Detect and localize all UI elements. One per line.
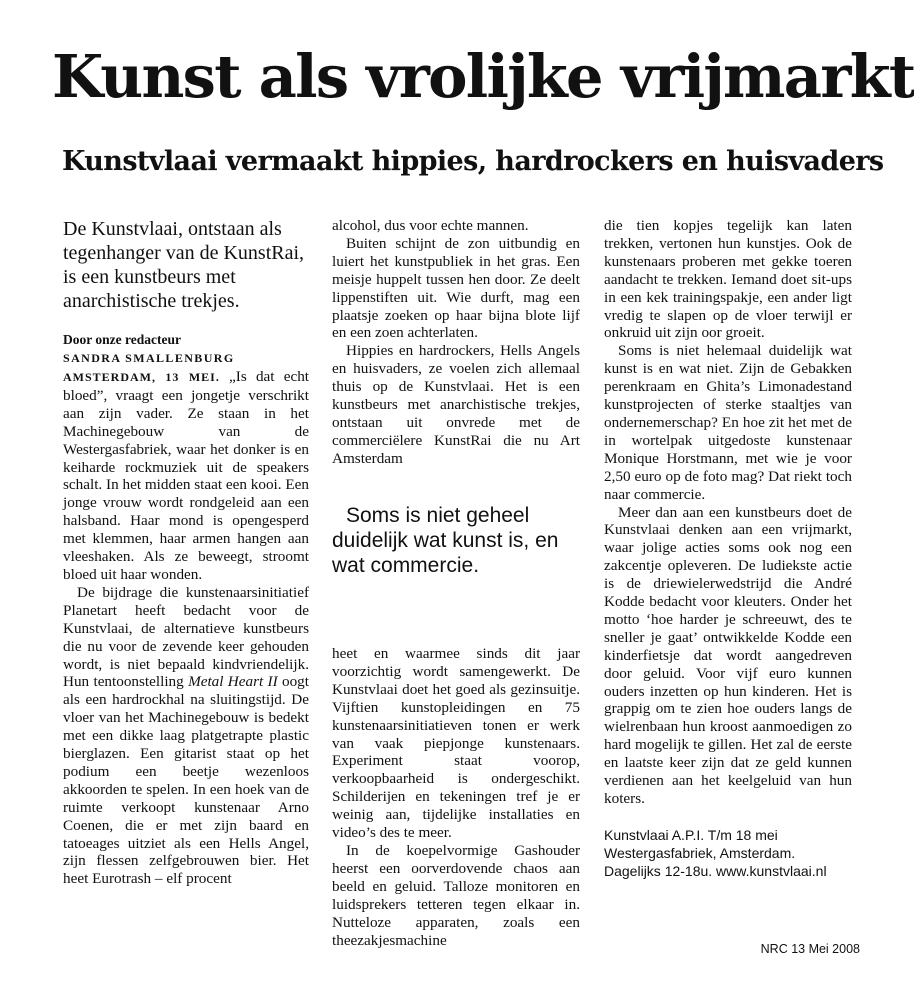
body-paragraph: In de koepelvormige Gashouder heerst een oorverdovende chaos aan beeld en geluid. Talloze monitoren en luidsprekers tetteren tegen elkaar in. Nutteloze apparaten, zoals een theezakjesmachine bbox=[332, 841, 580, 949]
paragraph-text: oogt als een hardrockhal na sluitingstijd. De vloer van het Machinegebouw is bedekt met een dikke laag platgetrapte plastic bierglazen. Een gitarist staat op het podium een beetje wezenloos akkoorden te spelen. In een hoek van de ruimte verkoopt kunstenaar Arno Coenen, die er met zijn baard en tatoeages uitziet als een Hells Angel, zijn flessen zelfgebrouwen bier. Het heet Eurotrash – elf procent bbox=[63, 673, 309, 888]
body-paragraph: heet en waarmee sinds dit jaar voorzichtig wordt samengewerkt. De Kunstvlaai doet het goed als gezinsuitje. Vijftien kunstopleidingen en 75 kunstenaarsinitiatieven tonen er werk van vaak piepjonge kunstenaars. Experiment staat voorop, verkoopbaarheid is ondergeschikt. Schilderijen en tekeningen tref je er weinig aan, tijdelijke installaties en video’s des te meer. bbox=[332, 645, 580, 842]
column-2-lower bbox=[332, 645, 580, 949]
paragraph-text: De bijdrage die kunstenaarsinitiatief Planetart heeft bedacht voor de Kunstvlaai, de alternatieve kunstbeurs die nu voor de zevende keer gehouden wordt, is niet bepaald kindvriendelijk. Hun tentoonstelling bbox=[63, 583, 309, 691]
paragraph-text: „Is dat echt bloed”, vraagt een jongetje verschrikt aan zijn vader. Ze staan in het Machinegebouw van de Westergasfabriek, waar het donker is en keiharde rockmuziek uit de speakers schalt. In het midden staat een kooi. Een jonge vrouw wordt rondgeleid aan een halsband. Haar mond is opengesperd met klemmen, haar armen hangen aan vleeshaken. Als ze beweegt, stroomt bloed uit haar wonden. bbox=[63, 368, 310, 583]
source-credit: NRC 13 Mei 2008 bbox=[760, 942, 860, 956]
headline: Kunst als vrolijke vrijmarkt bbox=[52, 42, 914, 111]
body-paragraph bbox=[63, 584, 309, 888]
article-column-1 bbox=[63, 217, 309, 888]
article-column-3 bbox=[604, 217, 852, 880]
byline-label: Door onze redacteur bbox=[63, 332, 181, 347]
body-paragraph: die tien kopjes tegelijk kan laten trekken, vertonen hun kunstjes. Ook de kunstenaars proberen met gekke toeren aandacht te trekken. Iemand doet sit-ups in een kek trainingspakje, een ander ligt vredig te slapen op de vloer terwijl er onkruid uit zijn oor groeit. bbox=[604, 217, 852, 342]
body-paragraph: alcohol, dus voor echte mannen. bbox=[332, 217, 529, 234]
pull-quote: Soms is niet geheel duidelijk wat kunst is, en wat commercie. bbox=[332, 504, 559, 577]
body-paragraph: Hippies en hardrockers, Hells Angels en huisvaders, ze voelen zich allemaal thuis op de Kunstvlaai. Het is een kunstbeurs met anarchistische trekjes, ontstaan uit onvrede met de commerciëlere KunstRai die nu Art Amsterdam bbox=[332, 342, 580, 467]
column-2-upper bbox=[332, 217, 580, 468]
body-paragraph: Buiten schijnt de zon uitbundig en luiert het kunstpubliek in het gras. Een meisje huppelt tussen hen door. Ze deelt lippenstiften uit. Wie durft, mag een plaatsje zoeken op haar bijna blote lijf en een zoen achterlaten. bbox=[332, 234, 580, 342]
exhibition-title: Metal Heart II bbox=[188, 673, 278, 691]
author-name: SANDRA SMALLENBURG bbox=[63, 351, 235, 365]
dateline: AMSTERDAM, 13 MEI. bbox=[63, 370, 220, 384]
intro-paragraph: De Kunstvlaai, ontstaan als tegenhanger van de KunstRai, is een kunstbeurs met anarchistische trekjes. bbox=[63, 218, 305, 312]
body-paragraph: Meer dan aan een kunstbeurs doet de Kunstvlaai denken aan een vrijmarkt, waar jolige acties soms ook nog een zakcentje opleveren. De ludiekste actie is de driewielerwedstrijd die André Kodde bedacht voor kleuters. Onder het motto ‘hoe harder je schreeuwt, des te sneller je gaat’ ontwikkelde Kodde een kinderfietsje dat wordt aangedreven door geluid. Voor vijf euro kunnen ouders inzetten op hun kinderen. Het is grappig om te zien hoe ouders langs de wielrenbaan hun kroost aanmoedigen zo hard mogelijk te gillen. Het zal de eerste en laatste keer zijn dat ze geld kunnen verdienen aan het keelgeluid van hun koters. bbox=[604, 503, 852, 807]
body-paragraph: Soms is niet helemaal duidelijk wat kunst is en wat niet. Zijn de Gebakken perenkraam en Ghita’s Limonadestand kunstprojecten of sterke staaltjes van ondernemerschap? En hoe zit het met de in wortelpak uitgedoste kunstenaar Monique Horstmann, met wie je voor 2,50 euro op de foto mag? Dat riekt toch naar commercie. bbox=[604, 342, 852, 503]
event-info: Kunstvlaai A.P.I. T/m 18 mei Westergasfabriek, Amsterdam. Dagelijks 12-18u. www.kunstvlaai.nl bbox=[604, 826, 827, 879]
subheadline: Kunstvlaai vermaakt hippies, hardrockers en huisvaders bbox=[62, 146, 884, 177]
body-paragraph bbox=[63, 368, 309, 584]
